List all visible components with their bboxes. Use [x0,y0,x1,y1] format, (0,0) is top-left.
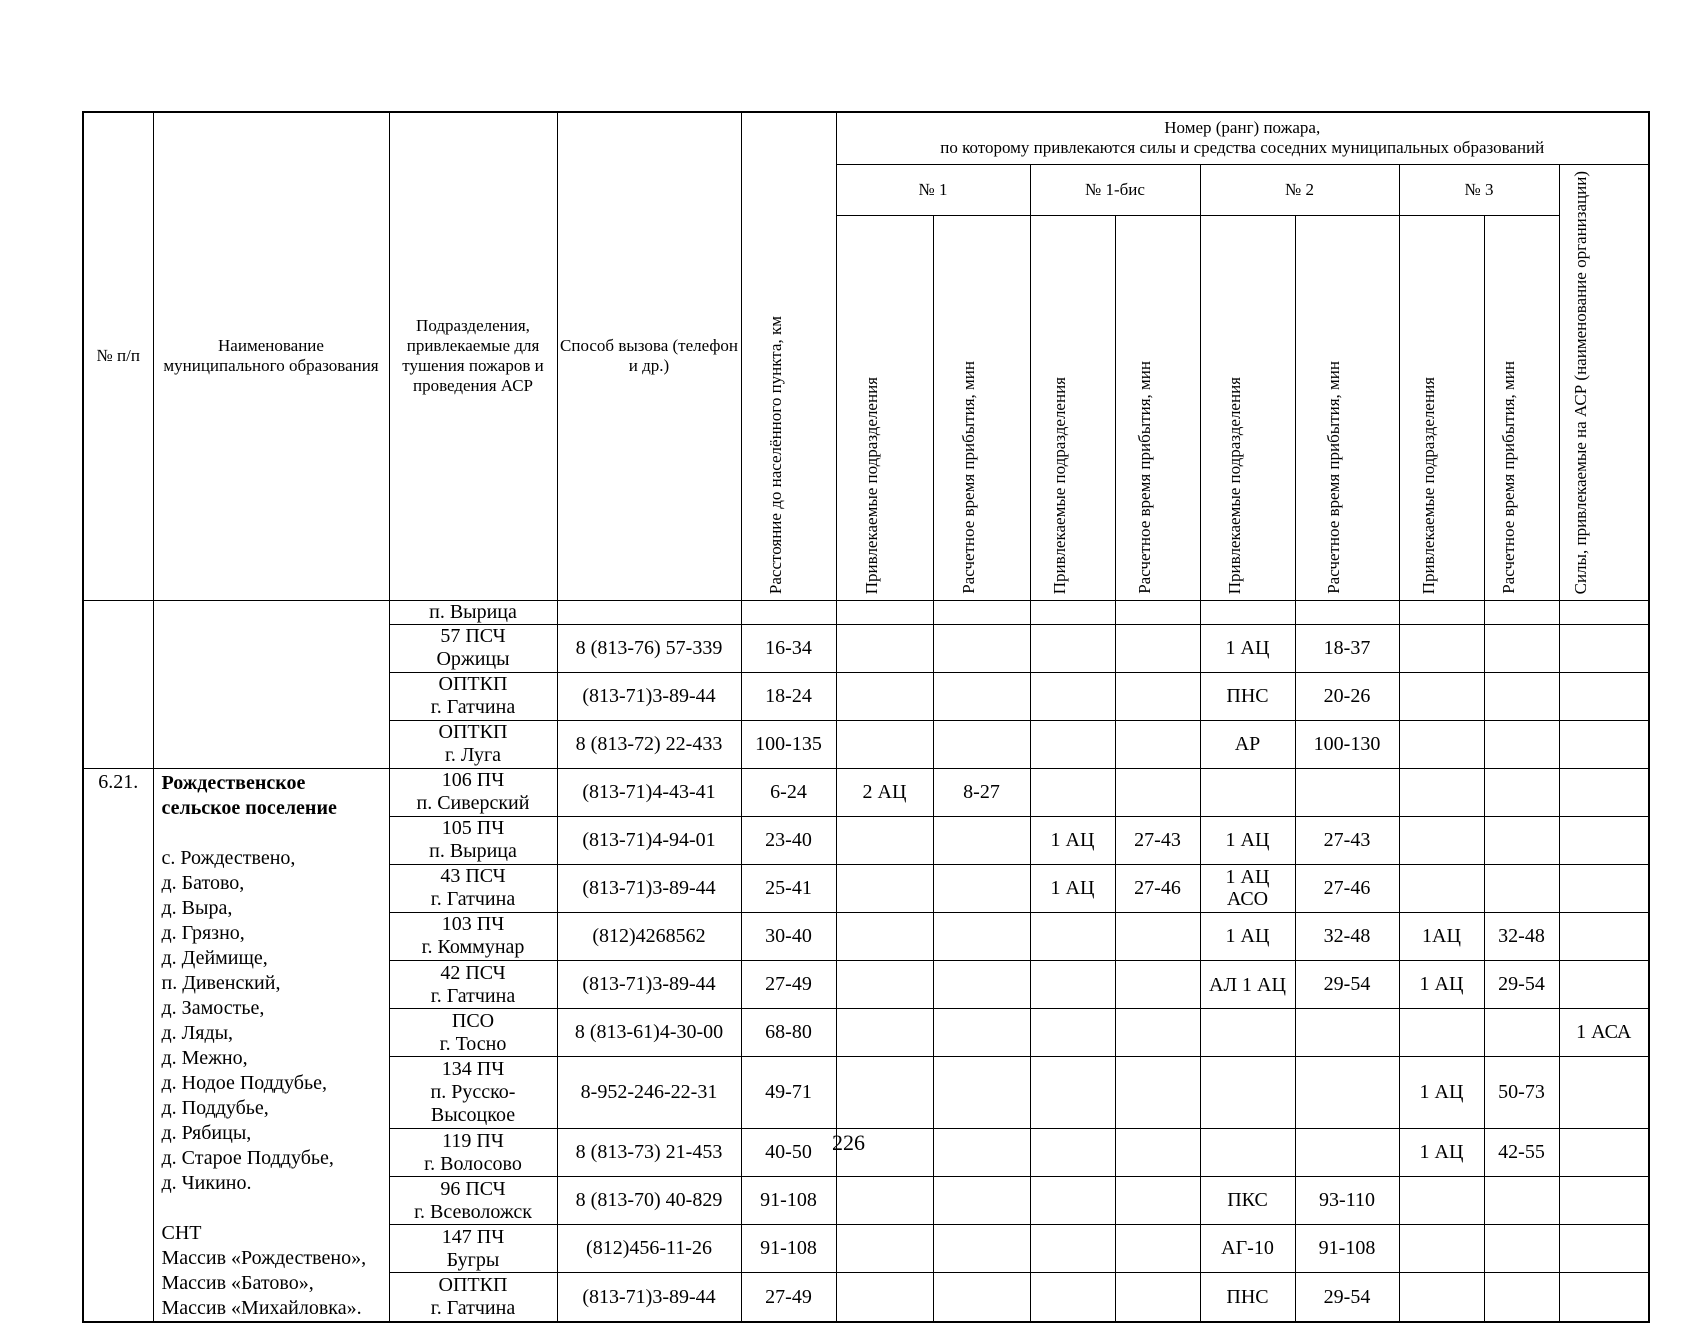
cell-asr [1559,912,1649,960]
unit-line: 119 ПЧ [442,1129,504,1152]
cell-r2u: 1 АЦ [1200,624,1295,672]
cell-dist: 91-108 [741,1225,836,1273]
unit-line: п. Вырица [429,600,517,623]
cell-r1bu [1030,961,1115,1009]
unit-cell [389,961,557,1009]
settlement-line: с. Рождествено, [161,846,296,869]
cell-r1bt [1115,1225,1200,1273]
unit-cell [389,720,557,768]
cell-call: 8 (813-70) 40-829 [557,1177,741,1225]
cell-r1t [933,600,1030,624]
cell-call: (813-71)4-94-01 [557,816,741,864]
unit-line: 147 ПЧ [441,1225,505,1248]
cell-r1t [933,912,1030,960]
settlement-line: д. Замостье, [161,996,265,1019]
cell-r2u [1200,1009,1295,1057]
cell-r3u [1399,1177,1484,1225]
cell-dist: 25-41 [741,864,836,912]
cell-r2t [1295,1009,1399,1057]
cell-r2t [1295,1057,1399,1129]
cell-r1u [836,1225,933,1273]
cell-r1t [933,1273,1030,1322]
header-rank-title-line2: по которому привлекаются силы и средства соседних муниципальных образований [940,138,1545,158]
cell-r3u [1399,720,1484,768]
cell-r2u: 1 АЦ [1200,816,1295,864]
unit-cell [389,1009,557,1057]
cell-dist: 100-135 [741,720,836,768]
unit-cell [389,912,557,960]
header-rank-title-line1: Номер (ранг) пожара, [1164,118,1321,138]
unit-cell [389,672,557,720]
cell-dist: 30-40 [741,912,836,960]
cell-r2u: АР [1200,720,1295,768]
cell-r3t [1484,624,1559,672]
unit-cell [389,600,557,624]
cell-asr [1559,1177,1649,1225]
cell-r3t [1484,600,1559,624]
cell-r2t: 27-46 [1295,864,1399,912]
cell-r1u [836,1009,933,1057]
unit-cell [389,1177,557,1225]
settlement-line: д. Ляды, [161,1021,234,1044]
cell-asr [1559,1057,1649,1129]
cell-r1bt [1115,720,1200,768]
header-r3-time-text: Расчетное время прибытия, мин [1498,361,1518,594]
cell-r3u [1399,816,1484,864]
settlement-line: д. Выра, [161,896,233,919]
cell-r1bt [1115,768,1200,816]
prev-section-name-cell [153,600,389,768]
cell-r3u [1399,624,1484,672]
prev-section-num-cell [83,600,153,768]
cell-r2u: 1 АЦ [1200,912,1295,960]
cell-r2t: 20-26 [1295,672,1399,720]
unit-cell [389,1225,557,1273]
spacer [162,821,387,846]
cell-r1bu [1030,1273,1115,1322]
header-r1bis-units-text: Привлекаемые подразделения [1049,376,1069,594]
settlement-line: д. Рябицы, [161,1121,252,1144]
cell-r1t [933,1225,1030,1273]
cell-r1t [933,624,1030,672]
unit-line: ОПТКП [438,673,508,696]
cell-r2u: ПКС [1200,1177,1295,1225]
cell-r1u [836,864,933,912]
cell-r3t [1484,768,1559,816]
cell-dist: 68-80 [741,1009,836,1057]
cell-asr [1559,720,1649,768]
header-r2-units-text: Привлекаемые подразделения [1224,376,1244,594]
cell-r1bt [1115,1057,1200,1129]
cell-dist: 6-24 [741,768,836,816]
unit-cell [389,864,557,912]
cell-r3u [1399,1225,1484,1273]
cell-dist: 49-71 [741,1057,836,1129]
cell-asr: 1 АСА [1559,1009,1649,1057]
cell-r1u: 2 АЦ [836,768,933,816]
cell-r1t [933,1009,1030,1057]
cell-r1t [933,864,1030,912]
cell-r2u: ПНС [1200,1273,1295,1322]
cell-dist [741,600,836,624]
cell-call: (812)4268562 [557,912,741,960]
table-row [83,768,1649,816]
cell-r2u: 1 АЦ АСО [1200,864,1295,912]
unit-line: г. Тосно [439,1032,507,1055]
cell-r3t: 29-54 [1484,961,1559,1009]
unit-cell [389,1057,557,1129]
cell-r3t: 42-55 [1484,1129,1559,1177]
header-r2-time-text: Расчетное время прибытия, мин [1324,361,1343,594]
cell-r1bu [1030,624,1115,672]
cell-r1u [836,1177,933,1225]
cell-asr [1559,961,1649,1009]
cell-r3t [1484,816,1559,864]
cell-r2t [1295,600,1399,624]
cell-r1bt [1115,1273,1200,1322]
settlement-line: д. Чикино. [161,1171,252,1194]
cell-r3t [1484,1273,1559,1322]
unit-line: ОПТКП [438,1274,508,1297]
header-num: № п/п [83,112,153,600]
unit-line: 105 ПЧ [441,817,505,840]
cell-asr [1559,768,1649,816]
cell-r1u [836,1057,933,1129]
unit-line: г. Волосово [424,1152,522,1175]
header-distance [741,112,836,600]
cell-call: (813-71)3-89-44 [557,1273,741,1322]
cell-call: (812)456-11-26 [557,1225,741,1273]
cell-call: 8 (813-72) 22-433 [557,720,741,768]
snt-line: Массив «Михайловка». [161,1296,362,1319]
cell-dist: 27-49 [741,1273,836,1322]
cell-r2t: 93-110 [1295,1177,1399,1225]
unit-line: 42 ПСЧ [440,961,506,984]
cell-call: 8 (813-61)4-30-00 [557,1009,741,1057]
cell-r1bt: 27-46 [1115,864,1200,912]
cell-asr [1559,1225,1649,1273]
settlement-line: д. Межно, [161,1046,248,1069]
header-r1-time [933,216,1030,601]
header-r1-units-text: Привлекаемые подразделения [861,376,881,594]
cell-r1t [933,1057,1030,1129]
cell-call: 8-952-246-22-31 [557,1057,741,1129]
unit-line: 103 ПЧ [441,913,505,936]
cell-r2t: 29-54 [1295,1273,1399,1322]
snt-line: СНТ [161,1221,202,1244]
header-units: Подразделения, привлекаемые для тушения пожаров и проведения АСР [389,112,557,600]
cell-r1bu: 1 АЦ [1030,816,1115,864]
cell-r3u: 1 АЦ [1399,1129,1484,1177]
snt-line: Массив «Рождествено», [161,1246,367,1269]
header-rank-1: № 1 [836,164,1030,216]
cell-r1bu [1030,600,1115,624]
header-call: Способ вызова (телефон и др.) [557,112,741,600]
header-rank-title [836,112,1649,164]
unit-line: г. Гатчина [430,1297,516,1320]
settlement-line: д. Старое Поддубье, [161,1146,334,1169]
cell-r1bt [1115,672,1200,720]
unit-line: г. Гатчина [430,888,516,911]
cell-r2u [1200,600,1295,624]
cell-asr [1559,864,1649,912]
settlement-line: д. Грязно, [161,921,245,944]
cell-call: (813-71)3-89-44 [557,864,741,912]
cell-call: 8 (813-73) 21-453 [557,1129,741,1177]
cell-r2u: ПНС [1200,672,1295,720]
municipality-name-line: сельское поселение [161,796,337,819]
unit-cell [389,624,557,672]
settlement-line: д. Поддубье, [161,1096,269,1119]
header-r1bis-time [1115,216,1200,601]
cell-call: (813-71)4-43-41 [557,768,741,816]
cell-r1bu [1030,672,1115,720]
cell-r3t [1484,864,1559,912]
header-r2-time [1295,216,1399,601]
unit-line: п. Сиверский [416,792,530,815]
cell-r3t: 50-73 [1484,1057,1559,1129]
cell-r2t [1295,768,1399,816]
header-r1-time-text: Расчетное время прибытия, мин [958,361,978,594]
cell-r1t [933,720,1030,768]
cell-asr [1559,600,1649,624]
unit-line: г. Луга [444,744,502,767]
unit-line: 96 ПСЧ [440,1177,506,1200]
cell-dist: 16-34 [741,624,836,672]
cell-call: (813-71)3-89-44 [557,961,741,1009]
settlement-line: д. Батово, [161,871,245,894]
cell-r1bt [1115,912,1200,960]
cell-r1bt [1115,1177,1200,1225]
cell-r1t [933,672,1030,720]
cell-r3t [1484,720,1559,768]
header-distance-text: Расстояние до населённого пункта, км [765,315,785,594]
cell-r3u [1399,864,1484,912]
cell-r1bt [1115,961,1200,1009]
municipality-cell [153,768,389,1322]
cell-r1u [836,600,933,624]
unit-line: г. Коммунар [421,936,525,959]
cell-r1bu [1030,1009,1115,1057]
cell-r1t: 8-27 [933,768,1030,816]
unit-line: г. Всеволожск [414,1200,532,1223]
cell-r1bu [1030,912,1115,960]
cell-r2t: 18-37 [1295,624,1399,672]
unit-line: 43 ПСЧ [440,865,506,888]
cell-call [557,600,741,624]
header-r3-time [1484,216,1559,601]
cell-r1bt: 27-43 [1115,816,1200,864]
cell-r3t: 32-48 [1484,912,1559,960]
cell-r1u [836,720,933,768]
cell-r2t: 29-54 [1295,961,1399,1009]
header-r2-units [1200,216,1295,601]
cell-r1u [836,961,933,1009]
header-r1-units [836,216,933,601]
cell-r3u: 1 АЦ [1399,1057,1484,1129]
cell-r3t [1484,1009,1559,1057]
header-asr-forces-text: Силы, привлекаемые на АСР (наименование организации) [1570,170,1590,594]
unit-line: Бугры [446,1248,500,1271]
table-row [83,600,1649,624]
unit-line: г. Гатчина [430,696,516,719]
cell-dist: 23-40 [741,816,836,864]
cell-dist: 91-108 [741,1177,836,1225]
unit-line: ОПТКП [438,721,508,744]
header-r1bis-time-text: Расчетное время прибытия, мин [1134,361,1154,594]
cell-r1bt [1115,1009,1200,1057]
cell-asr [1559,816,1649,864]
cell-r2u [1200,768,1295,816]
snt-line: Массив «Батово», [161,1271,314,1294]
cell-call: (813-71)3-89-44 [557,672,741,720]
cell-r1bu [1030,1225,1115,1273]
cell-r1u [836,1273,933,1322]
cell-call: 8 (813-76) 57-339 [557,624,741,672]
header-rank-3: № 3 [1399,164,1559,216]
unit-cell [389,816,557,864]
cell-r3t [1484,1225,1559,1273]
cell-asr [1559,672,1649,720]
unit-line: Высоцкое [430,1104,516,1127]
unit-cell [389,768,557,816]
cell-r1u [836,624,933,672]
cell-r1bu [1030,720,1115,768]
header-r3-units-text: Привлекаемые подразделения [1418,376,1438,594]
cell-dist: 18-24 [741,672,836,720]
settlement-line: п. Дивенский, [161,971,281,994]
unit-line: ПСО [451,1009,495,1032]
cell-r3u [1399,600,1484,624]
cell-r2t: 32-48 [1295,912,1399,960]
unit-line: 57 ПСЧ [440,625,506,648]
cell-r2t: 91-108 [1295,1225,1399,1273]
settlement-line: д. Деймище, [161,946,268,969]
unit-cell [389,1273,557,1322]
header-asr-forces [1559,164,1649,600]
cell-r1u [836,912,933,960]
cell-r1t [933,961,1030,1009]
settlement-line: д. Нодое Поддубье, [161,1071,327,1094]
cell-r1t [933,1177,1030,1225]
unit-line: 106 ПЧ [441,769,505,792]
cell-r1bu [1030,768,1115,816]
section-num: 6.21. [83,768,153,1322]
header-r3-units [1399,216,1484,601]
unit-line: 134 ПЧ [441,1058,505,1081]
cell-r1bu [1030,1177,1115,1225]
cell-r2t: 27-43 [1295,816,1399,864]
cell-r1u [836,816,933,864]
cell-asr [1559,624,1649,672]
cell-r3t [1484,1177,1559,1225]
cell-r1u [836,672,933,720]
cell-r3u [1399,1009,1484,1057]
cell-r3u [1399,1273,1484,1322]
cell-r1t [933,816,1030,864]
cell-r2u: АГ-10 [1200,1225,1295,1273]
cell-dist: 27-49 [741,961,836,1009]
cell-r1bu: 1 АЦ [1030,864,1115,912]
cell-r1bu [1030,1057,1115,1129]
unit-line: п. Русско- [430,1081,516,1104]
cell-dist: 40-50 [741,1129,836,1177]
unit-line: г. Гатчина [430,984,516,1007]
cell-r3t [1484,672,1559,720]
cell-r3u: 1 АЦ [1399,961,1484,1009]
page-number: 226 [832,1130,865,1155]
cell-r3u: 1АЦ [1399,912,1484,960]
cell-asr [1559,1273,1649,1322]
cell-r1bt [1115,624,1200,672]
header-r1bis-units [1030,216,1115,601]
header-rank-1bis: № 1-бис [1030,164,1200,216]
cell-r2t: 100-130 [1295,720,1399,768]
header-muni: Наименование муниципального образования [153,112,389,600]
header-rank-2: № 2 [1200,164,1399,216]
cell-r3u [1399,768,1484,816]
cell-r2u [1200,1057,1295,1129]
unit-line: Оржицы [436,648,510,671]
cell-r2u: АЛ 1 АЦ [1200,961,1295,1009]
unit-line: п. Вырица [429,840,517,863]
cell-r1bt [1115,600,1200,624]
cell-r3u [1399,672,1484,720]
municipality-name-line: Рождественское [161,771,306,794]
